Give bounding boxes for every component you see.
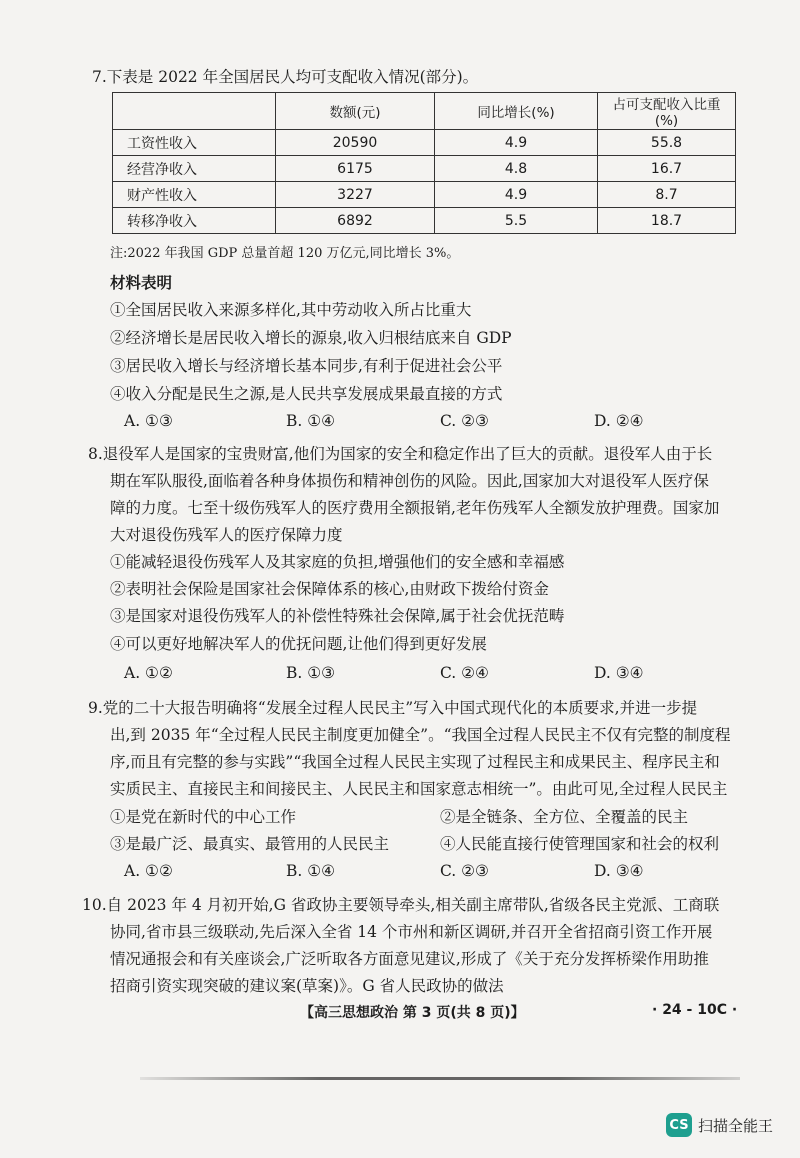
table-cell: 18.7: [598, 208, 736, 234]
footer-exam-code: · 24 - 10C ·: [652, 1002, 738, 1018]
table-header-cell: [113, 93, 276, 130]
q8-item-3: ③是国家对退役伤残军人的补偿性特殊社会保障,属于社会优抚范畴: [110, 607, 565, 625]
table-cell: 4.9: [435, 130, 598, 156]
q8-line-2: 期在军队服役,面临着各种身体损伤和精神创伤的风险。因此,国家加大对退役军人医疗保: [110, 472, 709, 490]
q7-option-d: D. ②④: [594, 412, 644, 430]
q7-stem: 7.下表是 2022 年全国居民人均可支配收入情况(部分)。: [92, 68, 479, 86]
table-cell: 经营净收入: [113, 156, 276, 182]
q7-item-3: ③居民收入增长与经济增长基本同步,有利于促进社会公平: [110, 357, 503, 375]
table-cell: 3227: [276, 182, 435, 208]
q8-item-4: ④可以更好地解决军人的优抚问题,让他们得到更好发展: [110, 635, 487, 653]
q10-line-2: 协同,省市县三级联动,先后深入全省 14 个市州和新区调研,并召开全省招商引资工作开展: [110, 923, 713, 941]
scanner-watermark: [666, 1110, 794, 1140]
table-header-row: [113, 93, 736, 130]
q7-item-2: ②经济增长是居民收入增长的源泉,收入归根结底来自 GDP: [110, 329, 512, 347]
table-cell: 财产性收入: [113, 182, 276, 208]
q8-item-1: ①能减轻退役伤残军人及其家庭的负担,增强他们的安全感和幸福感: [110, 553, 565, 571]
q9-item-1: ①是党在新时代的中心工作: [110, 808, 297, 826]
q8-option-d: D. ③④: [594, 664, 644, 682]
q7-option-a: A. ①③: [124, 412, 173, 430]
table-cell: 4.8: [435, 156, 598, 182]
q9-option-d: D. ③④: [594, 862, 644, 880]
income-table: [112, 92, 736, 234]
table-cell: 6892: [276, 208, 435, 234]
q9-item-3: ③是最广泛、最真实、最管用的人民民主: [110, 835, 390, 853]
q9-line-3: 序,而且有完整的参与实践”“我国全过程人民民主实现了过程民主和成果民主、程序民主和: [110, 753, 720, 771]
q10-line-3: 情况通报会和有关座谈会,广泛听取各方面意见建议,形成了《关于充分发挥桥梁作用助推: [110, 950, 709, 968]
q8-option-c: C. ②④: [440, 664, 489, 682]
scan-shadow-line: [140, 1077, 740, 1080]
q9-option-a: A. ①②: [124, 862, 173, 880]
table-header-cell: 占可支配收入比重(%): [598, 93, 736, 130]
q10-line-4: 招商引资实现突破的建议案(草案)》。G 省人民政协的做法: [110, 977, 504, 995]
q7-option-c: C. ②③: [440, 412, 489, 430]
q7-option-b: B. ①④: [286, 412, 336, 430]
q8-option-b: B. ①③: [286, 664, 336, 682]
table-cell: 5.5: [435, 208, 598, 234]
footer-page-info: 【高三思想政治 第 3 页(共 8 页)】: [300, 1005, 525, 1021]
table-cell: 4.9: [435, 182, 598, 208]
q8-line-4: 大对退役伤残军人的医疗保障力度: [110, 526, 343, 544]
q9-line-1: 9.党的二十大报告明确将“发展全过程人民民主”写入中国式现代化的本质要求,并进一步提: [88, 699, 698, 717]
q7-lead: 材料表明: [110, 273, 173, 292]
table-row: [113, 208, 736, 234]
table-cell: 55.8: [598, 130, 736, 156]
q9-option-b: B. ①④: [286, 862, 336, 880]
table-row: [113, 130, 736, 156]
table-header-cell: 同比增长(%): [435, 93, 598, 130]
table-row: [113, 182, 736, 208]
q8-line-3: 障的力度。七至十级伤残军人的医疗费用全额报销,老年伤残军人全额发放护理费。国家加: [110, 499, 720, 517]
table-row: [113, 156, 736, 182]
table-cell: 工资性收入: [113, 130, 276, 156]
table-cell: 8.7: [598, 182, 736, 208]
q7-note: 注:2022 年我国 GDP 总量首超 120 万亿元,同比增长 3%。: [110, 246, 460, 261]
q9-option-c: C. ②③: [440, 862, 489, 880]
q8-line-1: 8.退役军人是国家的宝贵财富,他们为国家的安全和稳定作出了巨大的贡献。退役军人由于长: [88, 445, 713, 463]
q9-item-4: ④人民能直接行使管理国家和社会的权利: [440, 835, 720, 853]
q8-option-a: A. ①②: [124, 664, 173, 682]
table-header-cell: 数额(元): [276, 93, 435, 130]
q9-line-2: 出,到 2035 年“全过程人民民主制度更加健全”。“我国全过程人民民主不仅有完整的制度程: [110, 726, 731, 744]
q8-item-2: ②表明社会保险是国家社会保障体系的核心,由财政下拨给付资金: [110, 580, 549, 598]
scanner-watermark-text: 扫描全能王: [698, 1116, 774, 1135]
q7-item-4: ④收入分配是民生之源,是人民共享发展成果最直接的方式: [110, 385, 503, 403]
table-cell: 20590: [276, 130, 435, 156]
q7-item-1: ①全国居民收入来源多样化,其中劳动收入所占比重大: [110, 301, 472, 319]
table-cell: 转移净收入: [113, 208, 276, 234]
table-cell: 6175: [276, 156, 435, 182]
camscanner-logo-icon: CS: [666, 1113, 692, 1137]
q9-line-4: 实质民主、直接民主和间接民主、人民民主和国家意志相统一”。由此可见,全过程人民民主: [110, 780, 728, 798]
table-cell: 16.7: [598, 156, 736, 182]
q9-item-2: ②是全链条、全方位、全覆盖的民主: [440, 808, 689, 826]
q10-line-1: 10.自 2023 年 4 月初开始,G 省政协主要领导牵头,相关副主席带队,省级各民主党派、工商联: [82, 896, 720, 914]
